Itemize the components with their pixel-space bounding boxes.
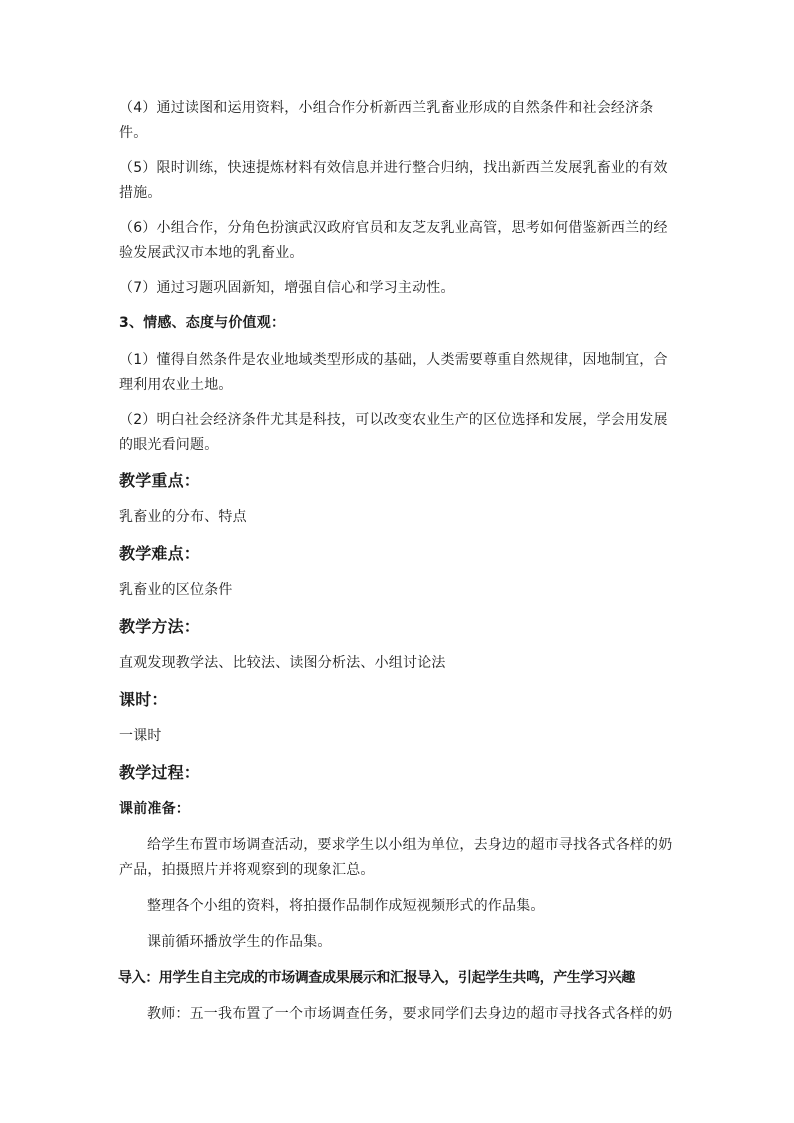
methods-heading: 教学方法： [119,617,201,636]
values-item-2: （2）明白社会经济条件尤其是科技，可以改变农业生产的区位选择和发展，学会用发展的眼光看问题。 [119,412,668,453]
values-item-1: （1）懂得自然条件是农业地域类型形成的基础，人类需要尊重自然规律，因地制宜，合理利用农业土地。 [119,352,668,393]
skills-item-7: （7）通过习题巩固新知，增强自信心和学习主动性。 [119,280,455,296]
process-heading: 教学过程： [119,763,201,782]
intro-paragraph: 教师：五一我布置了一个市场调查任务，要求同学们去身边的超市寻找各式各样的奶 [147,1006,673,1022]
prep-paragraph: 整理各个小组的资料，将拍摄作品制作成短视频形式的作品集。 [147,898,545,914]
difficulties-text: 乳畜业的区位条件 [119,582,233,598]
prep-paragraph: 课前循环播放学生的作品集。 [147,934,332,950]
methods-text: 直观发现教学法、比较法、读图分析法、小组讨论法 [119,655,446,671]
document-body [119,96,675,1038]
class-hours-text: 一课时 [119,728,162,744]
skills-item-4: （4）通过读图和运用资料，小组合作分析新西兰乳畜业形成的自然条件和社会经济条件。 [119,100,654,141]
prep-heading: 课前准备： [119,801,190,817]
key-points-heading: 教学重点： [119,471,201,490]
skills-item-6: （6）小组合作，分角色扮演武汉政府官员和友芝友乳业高管，思考如何借鉴新西兰的经验发展武汉市本地的乳畜业。 [119,220,668,261]
intro-heading: 导入：用学生自主完成的市场调查成果展示和汇报导入，引起学生共鸣，产生学习兴趣 [118,970,635,986]
prep-paragraph: 给学生布置市场调查活动，要求学生以小组为单位，去身边的超市寻找各式各样的奶产品，拍摄照片并将观察到的现象汇总。 [119,837,673,878]
class-hours-heading: 课时： [119,690,168,709]
skills-item-5: （5）限时训练，快速提炼材料有效信息并进行整合归纳，找出新西兰发展乳畜业的有效措施。 [119,160,668,201]
difficulties-heading: 教学难点： [119,544,201,563]
values-heading: 3、情感、态度与价值观： [119,315,286,331]
key-points-text: 乳畜业的分布、特点 [119,509,247,525]
